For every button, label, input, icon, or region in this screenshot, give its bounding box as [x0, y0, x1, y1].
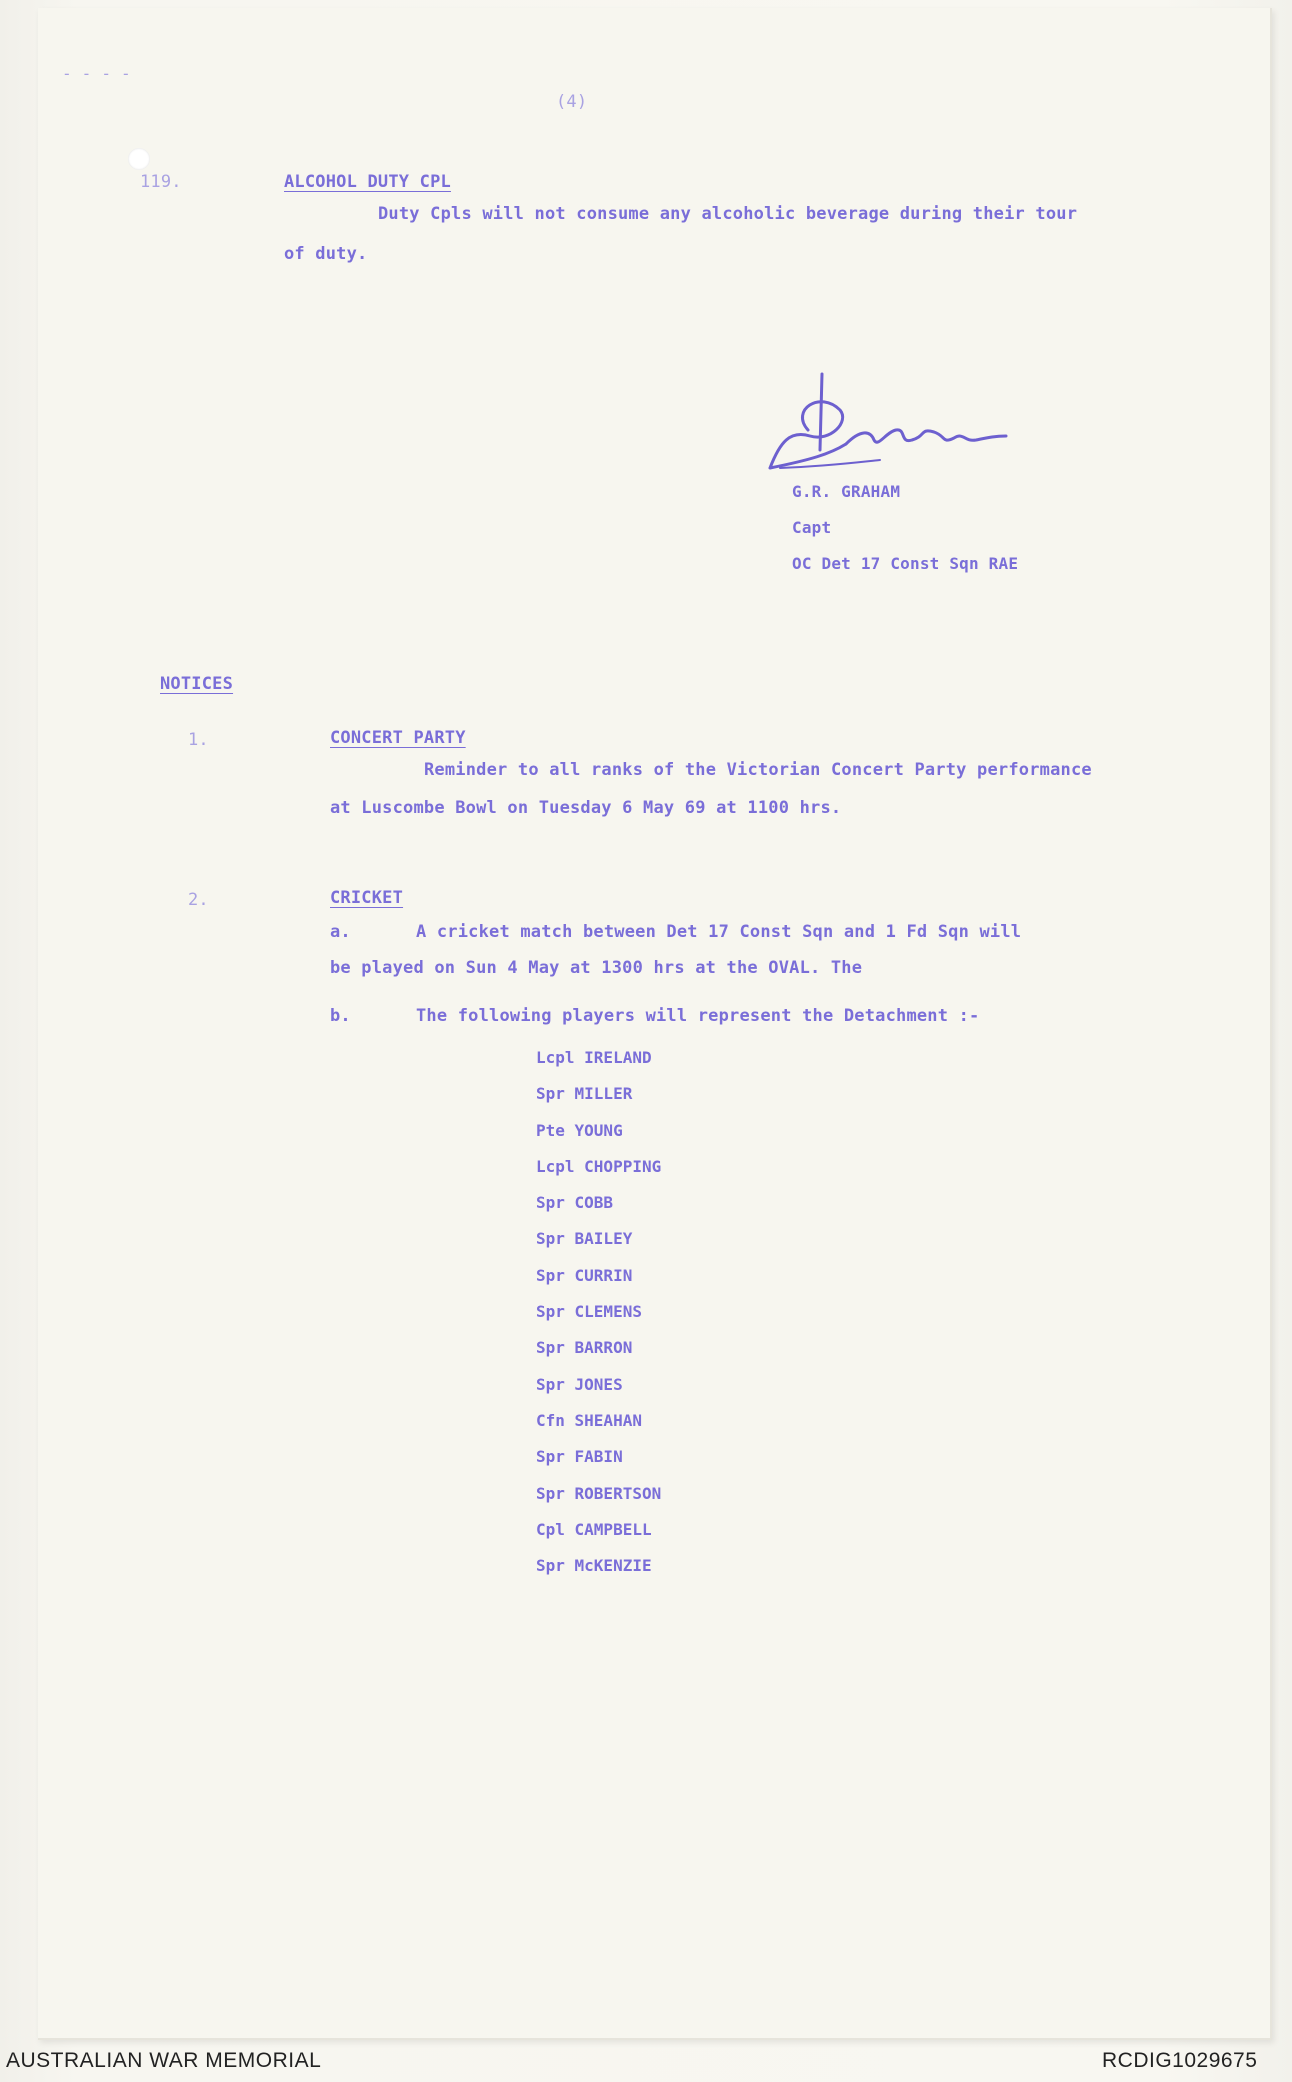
- notices-heading: NOTICES: [160, 674, 234, 694]
- player-name: Lcpl CHOPPING: [536, 1156, 662, 1176]
- notice-heading: CONCERT PARTY: [330, 728, 466, 748]
- player-name: Pte YOUNG: [536, 1120, 623, 1140]
- player-name: Spr FABIN: [536, 1447, 623, 1467]
- player-name: Spr COBB: [536, 1193, 614, 1213]
- player-name: Spr CLEMENS: [536, 1302, 642, 1322]
- sub-item-label: b.: [330, 1006, 351, 1026]
- notice-line: Reminder to all ranks of the Victorian Concert Party performance: [424, 760, 1092, 780]
- signatory-name: G.R. GRAHAM: [792, 482, 901, 501]
- sub-item-label: a.: [330, 922, 351, 942]
- paragraph-number: 119.: [140, 172, 182, 192]
- paragraph-line: of duty.: [284, 244, 368, 264]
- signature-image: [750, 370, 1030, 480]
- footer-source: AUSTRALIAN WAR MEMORIAL: [6, 2049, 322, 2072]
- page-number: (4): [556, 92, 588, 112]
- player-name: Spr CURRIN: [536, 1265, 633, 1285]
- notice-line: A cricket match between Det 17 Const Sqn and 1 Fd Sqn will: [416, 922, 1022, 942]
- player-name: Spr MILLER: [536, 1084, 633, 1104]
- footer-record-id: RCDIG1029675: [1102, 2049, 1258, 2072]
- notice-heading: CRICKET: [330, 888, 404, 908]
- paragraph-line: Duty Cpls will not consume any alcoholic beverage during their tour: [378, 204, 1078, 224]
- player-name: Spr McKENZIE: [536, 1556, 652, 1576]
- notice-line: at Luscombe Bowl on Tuesday 6 May 69 at 1100 hrs.: [330, 798, 842, 818]
- punch-hole: [128, 148, 150, 170]
- signatory-rank: Capt: [792, 518, 832, 537]
- player-name: Spr ROBERTSON: [536, 1483, 662, 1503]
- player-name: Spr BAILEY: [536, 1229, 633, 1249]
- player-name: Cpl CAMPBELL: [536, 1519, 652, 1539]
- player-name: Spr JONES: [536, 1374, 623, 1394]
- signatory-unit: OC Det 17 Const Sqn RAE: [792, 554, 1019, 573]
- paragraph-heading: ALCOHOL DUTY CPL: [284, 172, 451, 192]
- player-name: Spr BARRON: [536, 1338, 633, 1358]
- notice-number: 2.: [188, 890, 209, 910]
- player-name: Cfn SHEAHAN: [536, 1410, 642, 1430]
- top-left-mark: - - - -: [62, 64, 131, 83]
- notice-line: be played on Sun 4 May at 1300 hrs at the OVAL. The: [330, 958, 863, 978]
- player-name: Lcpl IRELAND: [536, 1048, 652, 1067]
- notice-number: 1.: [188, 730, 209, 750]
- players-list: [536, 1040, 661, 1584]
- notice-line: The following players will represent the Detachment :-: [416, 1006, 980, 1026]
